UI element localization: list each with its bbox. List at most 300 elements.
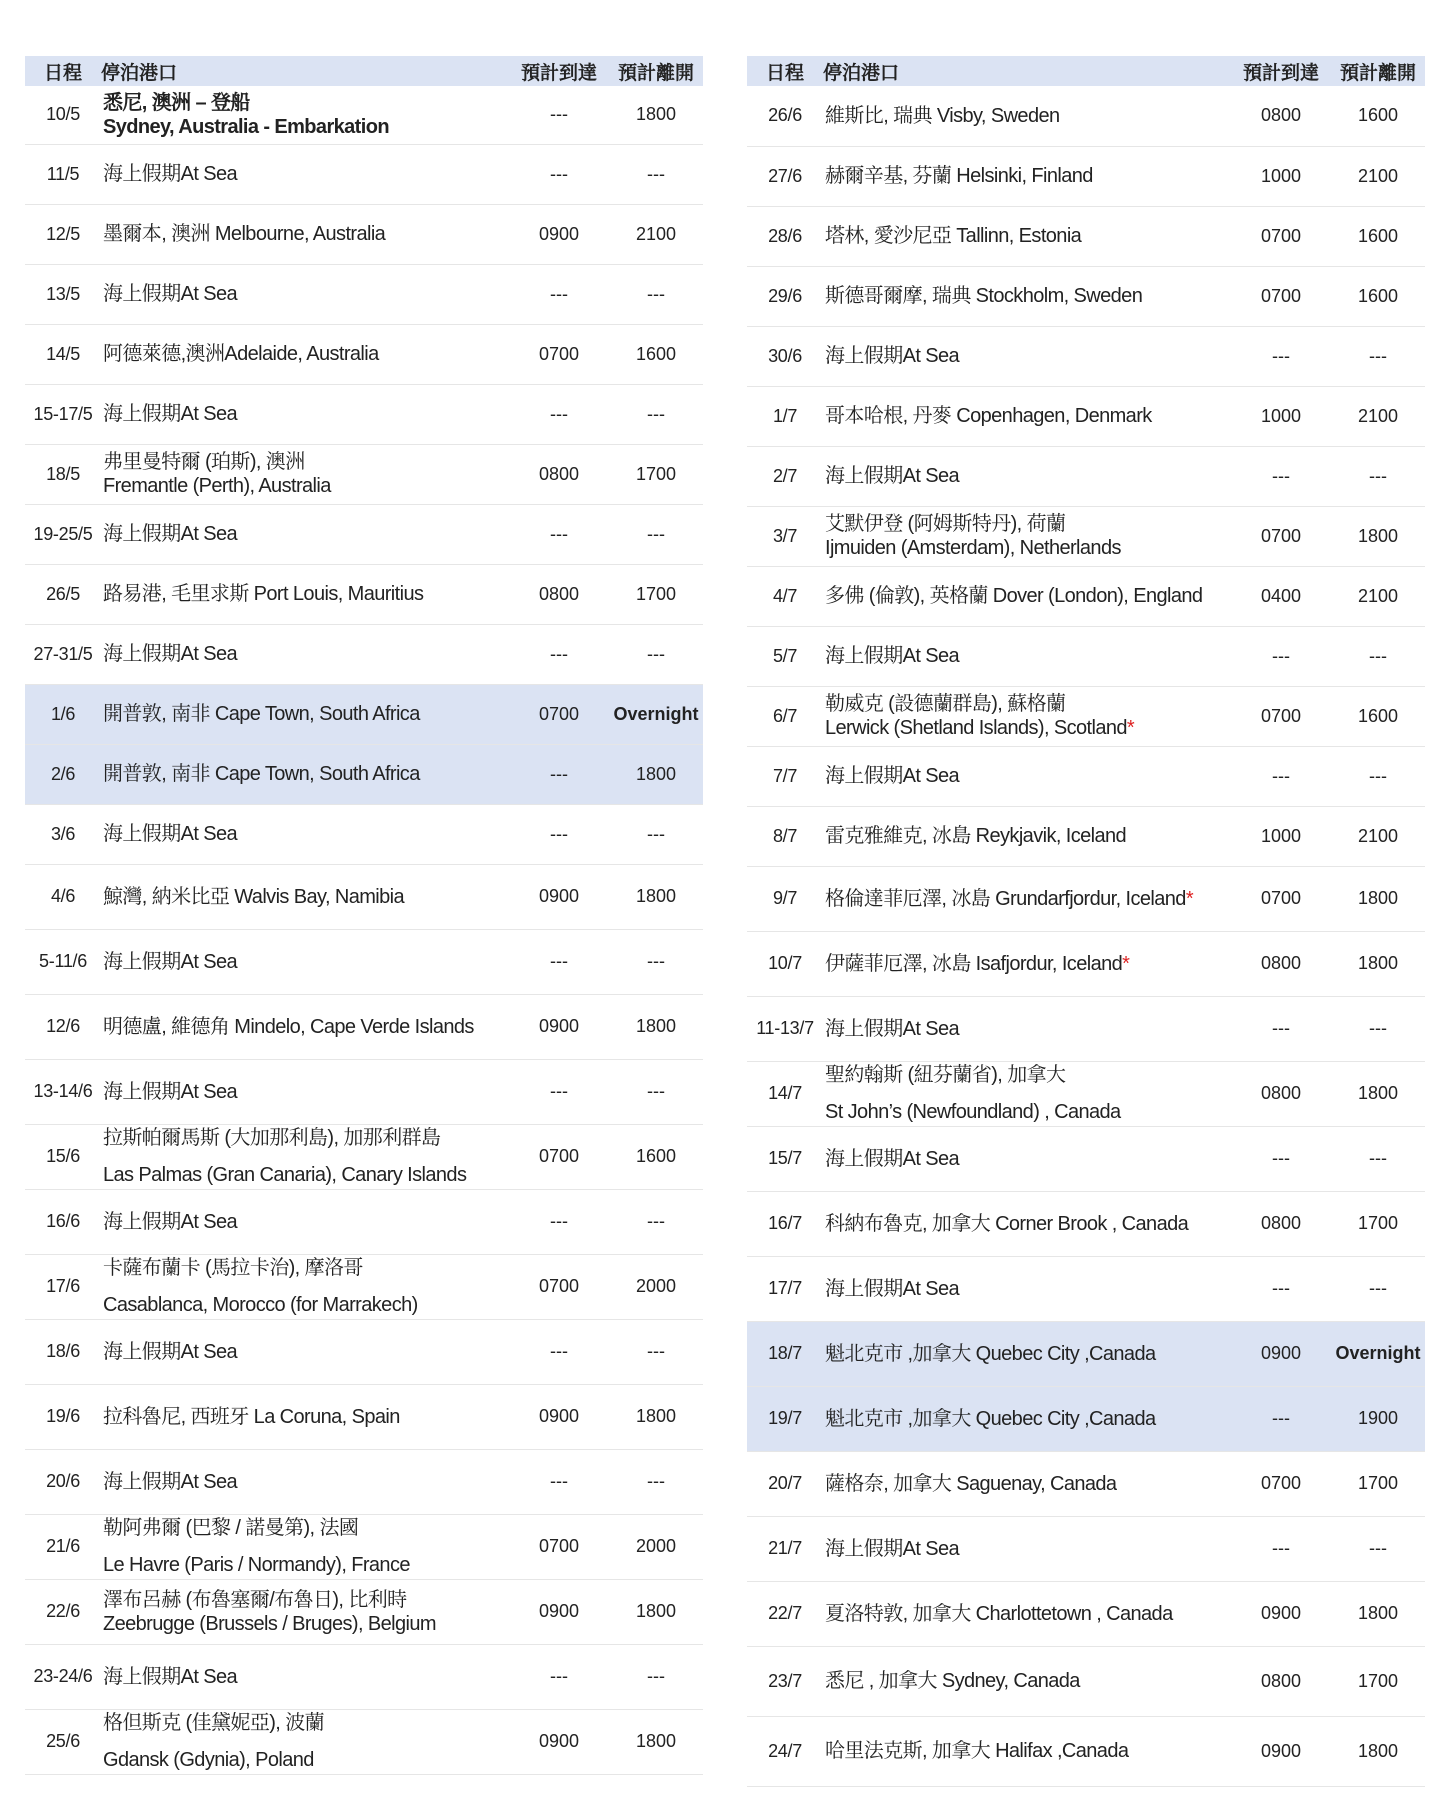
port-name-line: 薩格奈, 加拿大 Saguenay, Canada	[825, 1472, 1117, 1495]
table-row	[25, 1644, 703, 1709]
departure-cell: ---	[647, 1081, 665, 1101]
departure-cell: 1700	[635, 463, 677, 484]
arrival-cell: ---	[1272, 345, 1290, 366]
port-name-line: 卡薩布蘭卡 (馬拉卡治), 摩洛哥	[103, 1257, 363, 1279]
port-cell	[823, 146, 1231, 206]
port-cell	[101, 1384, 509, 1449]
day-cell: 15/7	[768, 1148, 802, 1168]
departure-cell: ---	[1369, 645, 1387, 666]
arrival-cell: 0400	[1260, 585, 1302, 606]
arrival-cell: ---	[550, 403, 568, 424]
arrival-cell: 0800	[1260, 1083, 1302, 1103]
port-name-line: 海上假期At Sea	[825, 1277, 960, 1300]
arrival-cell: ---	[550, 1471, 568, 1491]
port-name-line: 海上假期At Sea	[103, 1665, 238, 1688]
departure-cell: 1600	[1357, 225, 1399, 246]
day-cell: 13/5	[46, 283, 80, 304]
port-name-line: 拉斯帕爾馬斯 (大加那利島), 加那利群島	[103, 1127, 441, 1149]
port-cell	[101, 204, 509, 264]
port-cell	[823, 626, 1231, 686]
table-row	[747, 996, 1425, 1061]
day-cell: 29/6	[768, 285, 802, 306]
port-cell	[101, 1319, 509, 1384]
table-row	[25, 1709, 703, 1774]
day-cell: 16/6	[46, 1211, 80, 1231]
departure-cell: 1600	[1357, 285, 1399, 306]
arrival-cell: 0700	[538, 1536, 580, 1556]
port-cell	[101, 1189, 509, 1254]
departure-cell: 1800	[1357, 1083, 1399, 1103]
day-cell: 23-24/6	[33, 1666, 93, 1686]
arrival-cell: ---	[1272, 645, 1290, 666]
table-row	[747, 686, 1425, 746]
arrival-cell: ---	[550, 283, 568, 304]
port-cell	[101, 564, 509, 624]
tender-port-marker: *	[1122, 952, 1130, 975]
departure-cell: Overnight	[1335, 1343, 1421, 1363]
day-cell: 17/6	[46, 1276, 80, 1296]
table-row	[25, 504, 703, 564]
departure-cell: 1800	[1357, 953, 1399, 973]
day-cell: 2/7	[772, 465, 798, 486]
table-body	[25, 86, 703, 1774]
departure-cell: ---	[647, 643, 665, 664]
table-row	[747, 146, 1425, 206]
arrival-cell: 1000	[1260, 165, 1302, 186]
port-cell	[823, 446, 1231, 506]
departure-cell: 2000	[635, 1276, 677, 1296]
table-header-row	[747, 56, 1425, 86]
day-cell: 15-17/5	[33, 403, 93, 424]
header-depart: 預計離開	[1339, 62, 1416, 84]
header-port: 停泊港口	[823, 62, 900, 84]
port-cell	[823, 866, 1231, 931]
table-row	[25, 624, 703, 684]
departure-cell: ---	[647, 1341, 665, 1361]
day-cell: 2/6	[50, 763, 76, 784]
departure-cell: 1700	[1357, 1213, 1399, 1233]
day-cell: 8/7	[772, 825, 798, 846]
port-name-line: 鯨灣, 納米比亞 Walvis Bay, Namibia	[103, 885, 405, 908]
port-name-text: Lerwick (Shetland Islands), Scotland	[825, 717, 1127, 739]
port-cell	[823, 506, 1231, 566]
table-row	[747, 1516, 1425, 1581]
departure-cell: ---	[647, 283, 665, 304]
port-name-line: 赫爾辛基, 芬蘭 Helsinki, Finland	[825, 165, 1093, 187]
table-row	[25, 204, 703, 264]
port-name-line: 聖約翰斯 (紐芬蘭省), 加拿大	[825, 1064, 1066, 1086]
departure-cell: ---	[1369, 1278, 1387, 1298]
port-name-line: 夏洛特敦, 加拿大 Charlottetown , Canada	[825, 1602, 1173, 1625]
departure-cell: 1800	[1357, 525, 1399, 546]
departure-cell: 1800	[635, 1016, 677, 1036]
table-row	[25, 994, 703, 1059]
port-cell	[101, 384, 509, 444]
day-cell: 27-31/5	[33, 643, 93, 664]
departure-cell: ---	[647, 823, 665, 844]
arrival-cell: ---	[550, 823, 568, 844]
day-cell: 22/6	[46, 1601, 80, 1621]
port-cell	[101, 324, 509, 384]
arrival-cell: 0900	[538, 223, 580, 244]
port-name-line: 海上假期At Sea	[103, 283, 238, 305]
arrival-cell: ---	[1272, 1278, 1290, 1298]
table-body	[747, 86, 1425, 1786]
port-cell	[823, 1646, 1231, 1716]
day-cell: 4/6	[50, 886, 76, 906]
day-cell: 20/6	[46, 1471, 80, 1491]
arrival-cell: 0700	[1260, 888, 1302, 908]
arrival-cell: 0900	[538, 1016, 580, 1036]
departure-cell: 2100	[1357, 165, 1399, 186]
table-row	[25, 1059, 703, 1124]
arrival-cell: ---	[1272, 1018, 1290, 1038]
port-cell	[101, 1124, 509, 1189]
table-row	[747, 446, 1425, 506]
port-name-line: 海上假期At Sea	[103, 1210, 238, 1233]
day-cell: 26/5	[46, 583, 80, 604]
table-row	[25, 1124, 703, 1189]
arrival-cell: ---	[550, 523, 568, 544]
arrival-cell: 0800	[1260, 105, 1302, 126]
port-name-line: 科納布魯克, 加拿大 Corner Brook , Canada	[825, 1212, 1189, 1235]
table-row	[25, 384, 703, 444]
port-name-line: 維斯比, 瑞典 Visby, Sweden	[825, 104, 1060, 127]
port-name-text: Ijmuiden (Amsterdam), Netherlands	[825, 537, 1121, 559]
departure-cell: ---	[647, 1666, 665, 1686]
day-cell: 3/6	[50, 823, 76, 844]
departure-cell: ---	[647, 523, 665, 544]
table-row	[747, 1256, 1425, 1321]
departure-cell: 1700	[1357, 1670, 1399, 1691]
port-name-line: 海上假期At Sea	[103, 163, 238, 185]
table-row	[747, 1451, 1425, 1516]
table-row	[747, 326, 1425, 386]
tender-port-marker: *	[1185, 887, 1194, 910]
departure-cell: ---	[1369, 465, 1387, 486]
port-name-line: 悉尼, 澳洲 – 登船	[103, 91, 250, 114]
port-name-text: Le Havre (Paris / Normandy), France	[103, 1554, 410, 1576]
header-depart: 預計離開	[617, 62, 694, 84]
day-cell: 18/6	[46, 1341, 80, 1361]
port-cell	[823, 746, 1231, 806]
port-name-line: 弗里曼特爾 (珀斯), 澳洲	[103, 451, 305, 473]
tender-port-marker: *	[1126, 717, 1135, 739]
port-name-line	[825, 1100, 1231, 1124]
arrival-cell: ---	[550, 643, 568, 664]
day-cell: 1/6	[50, 703, 76, 724]
arrival-cell: 0700	[1260, 225, 1302, 246]
day-cell: 14/7	[768, 1083, 802, 1103]
departure-cell: 1800	[635, 1731, 677, 1751]
arrival-cell: 0700	[538, 1146, 580, 1166]
itinerary-table	[747, 56, 1425, 1787]
port-cell	[101, 624, 509, 684]
table-row	[25, 804, 703, 864]
departure-cell: 1600	[635, 343, 677, 364]
day-cell: 11-13/7	[756, 1018, 814, 1038]
itinerary-table	[25, 56, 703, 1775]
arrival-cell: ---	[1272, 1538, 1290, 1558]
port-name-line	[103, 1163, 509, 1187]
departure-cell: Overnight	[613, 703, 699, 724]
day-cell: 14/5	[46, 343, 80, 364]
port-name-line	[103, 1553, 509, 1577]
arrival-cell: 0700	[1260, 285, 1302, 306]
day-cell: 12/6	[46, 1016, 80, 1036]
table-row	[747, 866, 1425, 931]
departure-cell: 2100	[1357, 585, 1399, 606]
departure-cell: 1600	[635, 1146, 677, 1166]
departure-cell: 2000	[635, 1536, 677, 1556]
arrival-cell: 1000	[1260, 825, 1302, 846]
itinerary-table-right	[747, 56, 1425, 1787]
table-row	[25, 86, 703, 144]
port-cell	[823, 326, 1231, 386]
departure-cell: 1800	[635, 104, 677, 125]
arrival-cell: 0900	[538, 1731, 580, 1751]
day-cell: 3/7	[772, 525, 798, 546]
arrival-cell: 0700	[1260, 705, 1302, 726]
arrival-cell: 0900	[538, 1601, 580, 1621]
arrival-cell: ---	[1272, 465, 1290, 486]
arrival-cell: 0900	[1260, 1740, 1302, 1761]
departure-cell: 2100	[1357, 825, 1399, 846]
port-name-line: 海上假期At Sea	[103, 1470, 238, 1493]
day-cell: 18/5	[46, 463, 80, 484]
port-cell	[101, 444, 509, 504]
itinerary-table-left	[25, 56, 703, 1775]
port-cell	[101, 804, 509, 864]
port-name-line: 海上假期At Sea	[103, 1080, 238, 1103]
port-cell	[101, 684, 509, 744]
port-cell	[101, 1579, 509, 1644]
arrival-cell: 0700	[538, 1276, 580, 1296]
port-cell	[823, 931, 1231, 996]
day-cell: 4/7	[772, 585, 798, 606]
arrival-cell: 1000	[1260, 405, 1302, 426]
arrival-cell: ---	[550, 1211, 568, 1231]
table-row	[25, 684, 703, 744]
table-row	[25, 1579, 703, 1644]
table-row	[747, 1581, 1425, 1646]
departure-cell: ---	[1369, 1018, 1387, 1038]
arrival-cell: 0800	[538, 583, 580, 604]
day-cell: 23/7	[768, 1670, 802, 1691]
day-cell: 10/5	[46, 104, 80, 125]
arrival-cell: 0700	[1260, 525, 1302, 546]
departure-cell: 1800	[635, 886, 677, 906]
port-name-line: 悉尼 , 加拿大 Sydney, Canada	[825, 1670, 1080, 1692]
table-row	[747, 506, 1425, 566]
departure-cell: ---	[1369, 1148, 1387, 1168]
port-cell	[823, 206, 1231, 266]
port-cell	[823, 1386, 1231, 1451]
port-name-line: 勒阿弗爾 (巴黎 / 諾曼第), 法國	[103, 1517, 359, 1539]
arrival-cell: 0800	[1260, 1670, 1302, 1691]
day-cell: 21/6	[46, 1536, 80, 1556]
table-row	[747, 1126, 1425, 1191]
day-cell: 25/6	[46, 1731, 80, 1751]
port-name-line: 海上假期At Sea	[103, 523, 238, 545]
table-row	[747, 386, 1425, 446]
table-row	[25, 264, 703, 324]
departure-cell: 1700	[1357, 1473, 1399, 1493]
port-name-line: 塔林, 愛沙尼亞 Tallinn, Estonia	[825, 225, 1082, 247]
arrival-cell: 0800	[538, 463, 580, 484]
port-name-line: 海上假期At Sea	[103, 950, 238, 973]
table-row	[747, 266, 1425, 326]
table-row	[25, 864, 703, 929]
arrival-cell: ---	[550, 763, 568, 784]
port-name-line	[103, 1748, 509, 1772]
arrival-cell: ---	[550, 1081, 568, 1101]
table-row	[25, 144, 703, 204]
port-name-line: 斯德哥爾摩, 瑞典 Stockholm, Sweden	[825, 285, 1143, 307]
port-cell	[823, 686, 1231, 746]
day-cell: 10/7	[768, 953, 802, 973]
header-arrive: 預計到達	[1242, 62, 1319, 84]
table-header-row	[25, 56, 703, 86]
arrival-cell: 0900	[538, 886, 580, 906]
port-name-line: 艾默伊登 (阿姆斯特丹), 荷蘭	[825, 513, 1066, 535]
port-cell	[101, 1254, 509, 1319]
port-name-text: Las Palmas (Gran Canaria), Canary Islands	[103, 1164, 467, 1186]
departure-cell: ---	[1369, 345, 1387, 366]
port-name-line: 多佛 (倫敦), 英格蘭 Dover (London), England	[825, 585, 1203, 607]
port-name-line: 路易港, 毛里求斯 Port Louis, Mauritius	[103, 583, 424, 605]
day-cell: 1/7	[772, 405, 798, 426]
port-cell	[101, 504, 509, 564]
arrival-cell: ---	[1272, 1408, 1290, 1428]
port-name-line: 海上假期At Sea	[825, 345, 960, 367]
port-name-line: 哥本哈根, 丹麥 Copenhagen, Denmark	[825, 405, 1152, 427]
arrival-cell: ---	[550, 104, 568, 125]
departure-cell: 1800	[1357, 1603, 1399, 1623]
port-name-line: 格倫達菲厄澤, 冰島 Grundarfjordur, Iceland	[825, 887, 1186, 910]
port-name-line	[103, 1293, 509, 1317]
port-name-line: 伊薩菲厄澤, 冰島 Isafjordur, Iceland	[825, 952, 1123, 975]
port-name-line	[103, 1612, 509, 1636]
table-row	[25, 929, 703, 994]
port-name-line: 海上假期At Sea	[103, 643, 238, 665]
table-row	[747, 206, 1425, 266]
port-name-line	[103, 115, 509, 139]
port-name-line	[825, 536, 1231, 560]
port-name-line: 海上假期At Sea	[825, 1147, 960, 1170]
day-cell: 6/7	[772, 705, 798, 726]
day-cell: 5-11/6	[39, 951, 87, 971]
departure-cell: 1900	[1357, 1408, 1399, 1428]
arrival-cell: 0900	[1260, 1343, 1302, 1363]
port-cell	[101, 86, 509, 144]
table-row	[747, 1321, 1425, 1386]
port-name-line: 海上假期At Sea	[103, 403, 238, 425]
port-cell	[823, 1256, 1231, 1321]
departure-cell: 1700	[635, 583, 677, 604]
port-name-line: 雷克雅維克, 冰島 Reykjavik, Iceland	[825, 825, 1127, 847]
arrival-cell: ---	[550, 163, 568, 184]
header-port: 停泊港口	[101, 62, 178, 84]
departure-cell: 1600	[1357, 705, 1399, 726]
table-row	[25, 1319, 703, 1384]
port-name-line: 魁北克市 ,加拿大 Quebec City ,Canada	[825, 1407, 1156, 1430]
port-cell	[823, 386, 1231, 446]
port-cell	[823, 1716, 1231, 1786]
port-name-line: 格但斯克 (佳黛妮亞), 波蘭	[103, 1712, 324, 1734]
table-row	[747, 806, 1425, 866]
table-row	[747, 1061, 1425, 1126]
departure-cell: 2100	[1357, 405, 1399, 426]
day-cell: 13-14/6	[33, 1081, 93, 1101]
day-cell: 18/7	[768, 1343, 802, 1363]
port-cell	[823, 1191, 1231, 1256]
port-name-text: St John’s (Newfoundland) , Canada	[825, 1101, 1121, 1123]
port-name-line	[825, 716, 1231, 740]
departure-cell: ---	[647, 163, 665, 184]
table-row	[25, 744, 703, 804]
departure-cell: 1800	[1357, 888, 1399, 908]
table-row	[747, 1716, 1425, 1786]
port-name-line: 澤布呂赫 (布魯塞爾/布魯日), 比利時	[103, 1588, 407, 1611]
port-name-line: 墨爾本, 澳洲 Melbourne, Australia	[103, 223, 386, 245]
port-cell	[101, 264, 509, 324]
table-row	[747, 626, 1425, 686]
port-name-text: Gdansk (Gdynia), Poland	[103, 1749, 314, 1771]
port-cell	[823, 86, 1231, 146]
port-name-line: 開普敦, 南非 Cape Town, South Africa	[103, 703, 420, 725]
port-cell	[101, 1644, 509, 1709]
port-cell	[101, 1709, 509, 1774]
arrival-cell: 0800	[1260, 953, 1302, 973]
port-name-text: Sydney, Australia - Embarkation	[103, 115, 389, 138]
day-cell: 24/7	[768, 1740, 802, 1761]
table-row	[25, 1449, 703, 1514]
port-name-line: 海上假期At Sea	[825, 1017, 960, 1040]
port-cell	[823, 266, 1231, 326]
port-name-line: 阿德萊德,澳洲Adelaide, Australia	[103, 343, 379, 365]
table-row	[25, 1514, 703, 1579]
port-cell	[823, 1321, 1231, 1386]
header-day: 日程	[765, 62, 804, 84]
arrival-cell: ---	[1272, 765, 1290, 786]
port-cell	[823, 996, 1231, 1061]
port-name-line: 明德盧, 維德角 Mindelo, Cape Verde Islands	[103, 1015, 474, 1038]
day-cell: 19-25/5	[33, 523, 93, 544]
port-name-line: 海上假期At Sea	[825, 465, 960, 487]
table-row	[25, 324, 703, 384]
port-name-text: Zeebrugge (Brussels / Bruges), Belgium	[103, 1612, 436, 1635]
day-cell: 27/6	[768, 165, 802, 186]
day-cell: 17/7	[768, 1278, 802, 1298]
port-name-line: 海上假期At Sea	[825, 1537, 960, 1560]
departure-cell: ---	[1369, 765, 1387, 786]
day-cell: 12/5	[46, 223, 80, 244]
departure-cell: ---	[647, 403, 665, 424]
port-cell	[823, 566, 1231, 626]
day-cell: 16/7	[768, 1213, 802, 1233]
port-cell	[101, 864, 509, 929]
header-day: 日程	[43, 62, 82, 84]
arrival-cell: ---	[550, 1666, 568, 1686]
port-cell	[823, 1516, 1231, 1581]
day-cell: 19/6	[46, 1406, 80, 1426]
table-row	[25, 1254, 703, 1319]
arrival-cell: 0700	[1260, 1473, 1302, 1493]
day-cell: 30/6	[768, 345, 802, 366]
departure-cell: 1800	[1357, 1740, 1399, 1761]
arrival-cell: ---	[550, 1341, 568, 1361]
